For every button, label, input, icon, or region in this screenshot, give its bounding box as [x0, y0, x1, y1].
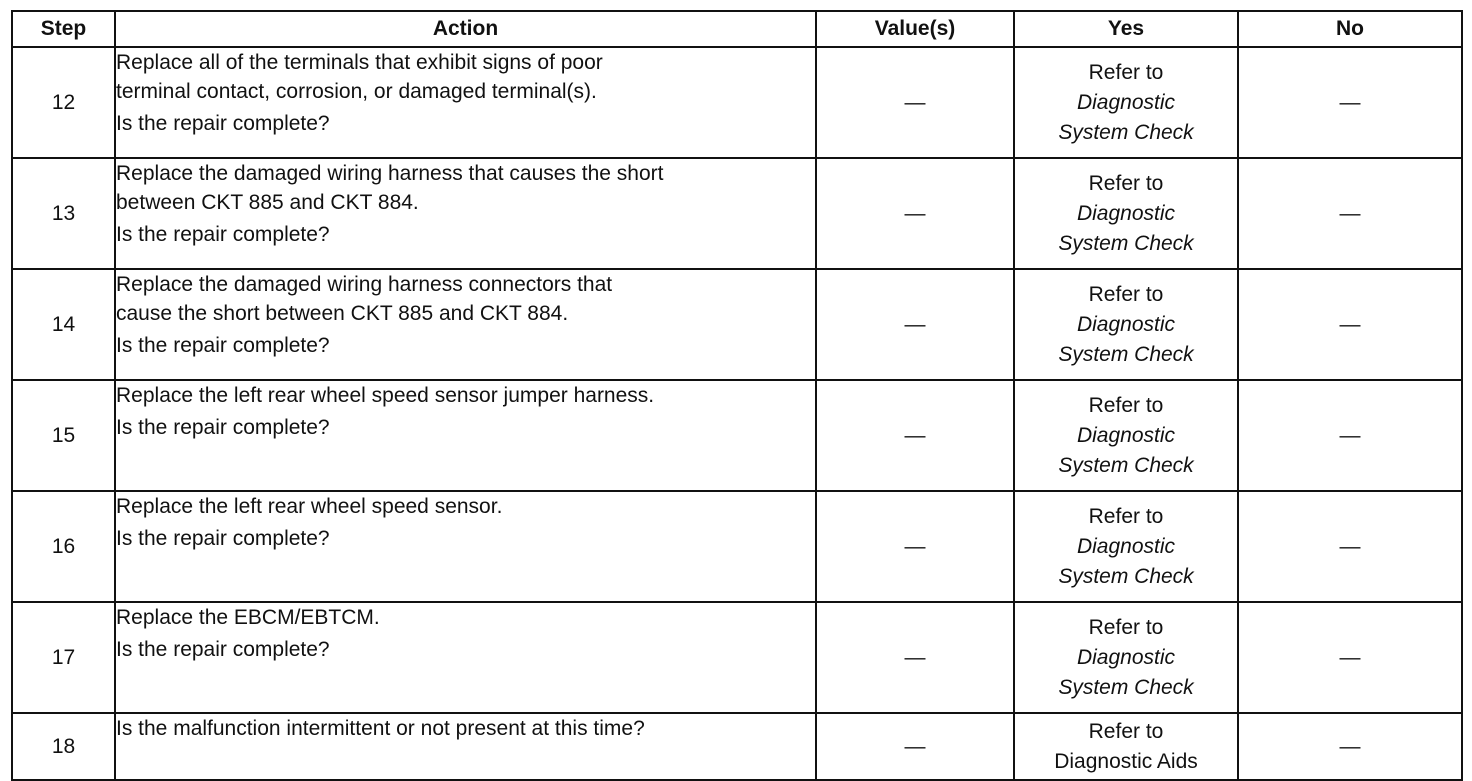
action-text: cause the short between CKT 885 and CKT 884. [116, 302, 569, 325]
action-text: Replace the damaged wiring harness connectors that [116, 273, 613, 296]
action-cell [115, 491, 816, 602]
table-row [12, 47, 1462, 158]
yes-reference: Diagnostic [1076, 201, 1176, 225]
action-cell [115, 713, 816, 780]
yes-cell [1014, 380, 1238, 491]
action-question: Is the repair complete? [116, 334, 330, 357]
action-question: Is the repair complete? [116, 638, 330, 661]
yes-reference: System Check [1058, 564, 1194, 588]
no-cell: — [1238, 713, 1462, 780]
action-question: Is the repair complete? [116, 527, 330, 550]
yes-reference: Diagnostic Aids [1054, 749, 1198, 773]
action-text: Replace all of the terminals that exhibit signs of poor [116, 51, 603, 74]
header-row [12, 11, 1462, 47]
value-cell: — [816, 602, 1014, 713]
table-row [12, 602, 1462, 713]
yes-reference: Diagnostic [1076, 90, 1176, 114]
table-row [12, 269, 1462, 380]
value-cell: — [816, 713, 1014, 780]
table-row [12, 713, 1462, 780]
action-text: Replace the EBCM/EBTCM. [116, 606, 380, 629]
step-number: 12 [12, 47, 115, 158]
yes-reference: System Check [1058, 120, 1194, 144]
step-number: 17 [12, 602, 115, 713]
action-cell [115, 269, 816, 380]
action-cell [115, 380, 816, 491]
yes-reference: System Check [1058, 675, 1194, 699]
action-question: Is the repair complete? [116, 416, 330, 439]
yes-cell [1014, 158, 1238, 269]
yes-cell [1014, 713, 1238, 780]
no-cell: — [1238, 491, 1462, 602]
table-row [12, 380, 1462, 491]
yes-cell [1014, 602, 1238, 713]
yes-reference: System Check [1058, 231, 1194, 255]
step-number: 13 [12, 158, 115, 269]
diagnostic-table [11, 10, 1463, 781]
table-row [12, 158, 1462, 269]
header-no: No [1238, 11, 1462, 47]
value-cell: — [816, 47, 1014, 158]
action-question: Is the repair complete? [116, 223, 330, 246]
yes-text: Refer to [1088, 282, 1164, 306]
step-number: 18 [12, 713, 115, 780]
table-row [12, 491, 1462, 602]
yes-reference: Diagnostic [1076, 312, 1176, 336]
yes-text: Refer to [1088, 60, 1164, 84]
no-cell: — [1238, 47, 1462, 158]
step-number: 15 [12, 380, 115, 491]
header-action: Action [115, 11, 816, 47]
yes-text: Refer to [1088, 504, 1164, 528]
yes-text: Refer to [1088, 393, 1164, 417]
yes-reference: System Check [1058, 453, 1194, 477]
action-text: Is the malfunction intermittent or not present at this time? [116, 717, 645, 740]
value-cell: — [816, 491, 1014, 602]
value-cell: — [816, 269, 1014, 380]
action-text: Replace the damaged wiring harness that causes the short [116, 162, 664, 185]
no-cell: — [1238, 158, 1462, 269]
value-cell: — [816, 158, 1014, 269]
yes-text: Refer to [1088, 615, 1164, 639]
yes-reference: Diagnostic [1076, 645, 1176, 669]
no-cell: — [1238, 269, 1462, 380]
yes-reference: Diagnostic [1076, 534, 1176, 558]
step-number: 16 [12, 491, 115, 602]
yes-cell [1014, 491, 1238, 602]
action-cell [115, 47, 816, 158]
yes-text: Refer to [1088, 171, 1164, 195]
header-step: Step [12, 11, 115, 47]
header-values: Value(s) [816, 11, 1014, 47]
action-cell [115, 158, 816, 269]
yes-cell [1014, 47, 1238, 158]
no-cell: — [1238, 602, 1462, 713]
step-number: 14 [12, 269, 115, 380]
action-cell [115, 602, 816, 713]
value-cell: — [816, 380, 1014, 491]
yes-text: Refer to [1088, 719, 1164, 743]
action-text: Replace the left rear wheel speed sensor. [116, 495, 503, 518]
yes-reference: System Check [1058, 342, 1194, 366]
action-text: between CKT 885 and CKT 884. [116, 191, 419, 214]
yes-cell [1014, 269, 1238, 380]
header-yes: Yes [1014, 11, 1238, 47]
action-text: Replace the left rear wheel speed sensor jumper harness. [116, 384, 655, 407]
action-text: terminal contact, corrosion, or damaged terminal(s). [116, 80, 597, 103]
action-question: Is the repair complete? [116, 112, 330, 135]
no-cell: — [1238, 380, 1462, 491]
yes-reference: Diagnostic [1076, 423, 1176, 447]
